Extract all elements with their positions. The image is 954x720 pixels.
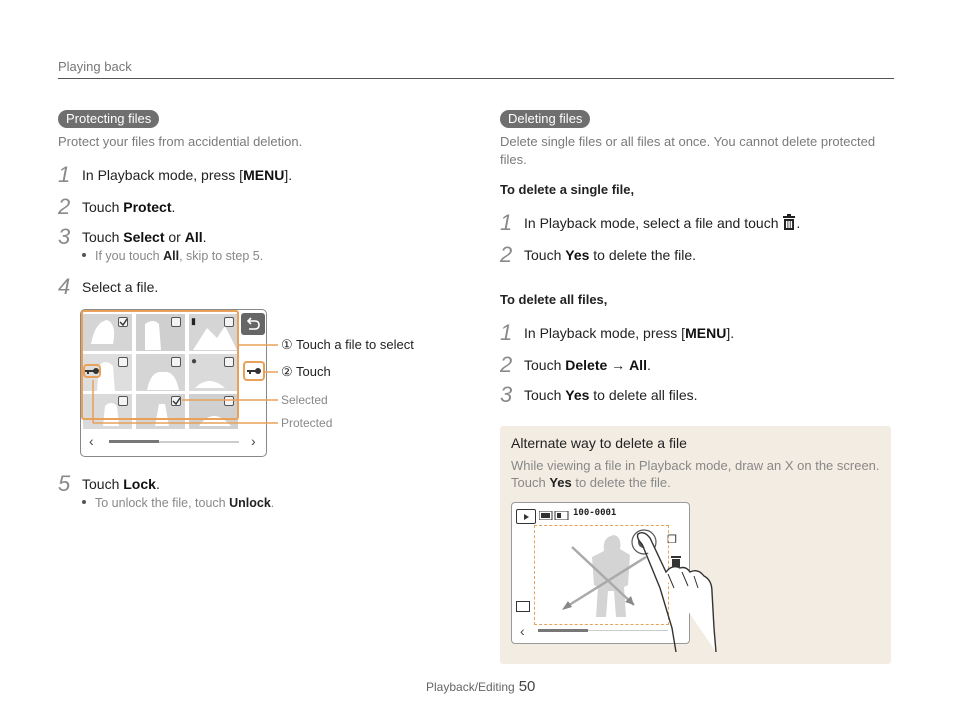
- delete-single-step-1: [500, 210, 801, 235]
- delete-all-step-3: [500, 382, 698, 407]
- deleting-files-pill: Deleting files: [500, 110, 590, 128]
- prev-arrow-icon[interactable]: ‹: [89, 433, 94, 449]
- step-text: Touch Yes to delete all files.: [524, 387, 698, 403]
- step-number: 4: [58, 274, 71, 299]
- prev-arrow-icon[interactable]: ‹: [520, 623, 525, 639]
- protect-step-1: [58, 162, 293, 187]
- protect-step-3-note: If you touch All, skip to step 5.: [82, 249, 263, 263]
- slideshow-icon[interactable]: ❐: [667, 534, 677, 546]
- callout-protected: Protected: [281, 416, 333, 430]
- protecting-intro: Protect your files from accidential deletion.: [58, 134, 303, 149]
- voice-memo-icon: ●: [191, 356, 198, 367]
- file-number: 100-0001: [573, 508, 617, 518]
- step-text: Touch Delete → All.: [524, 357, 651, 373]
- tip-title: Alternate way to delete a file: [511, 435, 687, 451]
- callout-leaders: [80, 300, 280, 430]
- step-number: 2: [58, 194, 71, 219]
- deleting-intro: Delete single files or all files at once. You cannot delete protected files.: [500, 134, 876, 167]
- step-number: 1: [58, 162, 71, 187]
- trash-icon: [782, 214, 796, 230]
- step-text: In Playback mode, press [MENU].: [82, 167, 293, 183]
- protect-step-5-note: To unlock the file, touch Unlock.: [82, 496, 274, 510]
- step-number: 1: [500, 210, 513, 235]
- page-number: 50: [518, 678, 536, 695]
- callout-touch-file: ① Touch a file to select: [281, 337, 414, 352]
- step-text: Touch Yes to delete the file.: [524, 247, 697, 263]
- scrollbar-thumb[interactable]: [109, 440, 159, 443]
- step-text: Touch Select or All.: [82, 229, 207, 245]
- tip-body: While viewing a file in Playback mode, draw an X on the screen. Touch Yes to delete the file.: [511, 458, 880, 490]
- playback-mode-icon: [516, 509, 536, 524]
- protect-step-5: [58, 471, 160, 496]
- step-text: In Playback mode, select a file and touch .: [524, 215, 801, 231]
- protect-step-3: [58, 224, 207, 249]
- step-number: 5: [58, 471, 71, 496]
- delete-all-step-1: [500, 320, 735, 345]
- all-files-heading: To delete all files,: [500, 292, 608, 307]
- callout-selected: Selected: [281, 393, 328, 407]
- battery-icon: [539, 511, 571, 520]
- next-arrow-icon[interactable]: ›: [251, 433, 256, 449]
- page-footer: [426, 678, 535, 695]
- step-number: 2: [500, 242, 513, 267]
- hand-icon: [620, 528, 730, 656]
- step-text: Touch Lock.: [82, 476, 160, 492]
- single-file-heading: To delete a single file,: [500, 182, 635, 197]
- header-rule: [58, 78, 894, 79]
- step-text: In Playback mode, press [MENU].: [524, 325, 735, 341]
- step-text: Touch Protect.: [82, 199, 176, 215]
- scrollbar-thumb[interactable]: [538, 629, 588, 632]
- protect-step-4: [58, 274, 159, 299]
- delete-single-step-2: [500, 242, 697, 267]
- callout-touch: ② Touch: [281, 364, 331, 379]
- protecting-files-pill: Protecting files: [58, 110, 159, 128]
- footer-section: Playback/Editing: [426, 680, 515, 694]
- step-number: 3: [58, 224, 71, 249]
- step-number: 1: [500, 320, 513, 345]
- step-number: 2: [500, 352, 513, 377]
- step-number: 3: [500, 382, 513, 407]
- running-header: Playing back: [58, 59, 132, 74]
- step-text: Select a file.: [82, 279, 159, 295]
- protect-step-2: [58, 194, 176, 219]
- delete-all-step-2: [500, 352, 651, 377]
- display-icon: [516, 601, 530, 612]
- video-icon: ▮: [191, 316, 196, 326]
